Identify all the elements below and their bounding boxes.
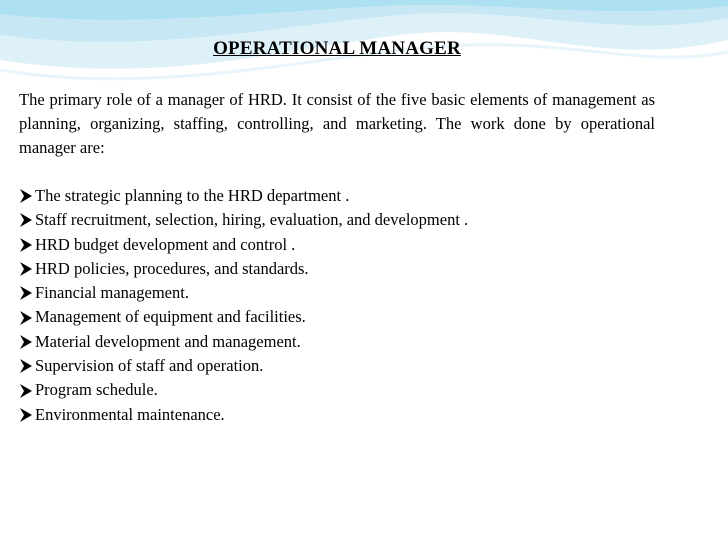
- bullet-item: [19, 330, 659, 354]
- arrowhead-bullet-icon: [19, 334, 33, 350]
- arrowhead-bullet-icon: [19, 261, 33, 277]
- arrowhead-bullet-icon: [19, 285, 33, 301]
- bullet-text: Material development and management.: [35, 331, 301, 351]
- bullet-text: HRD budget development and control .: [35, 234, 296, 254]
- intro-paragraph: The primary role of a manager of HRD. It consist of the five basic elements of management as planning, organizing, staffing, controlling, and marketing. The work done by operational manager are:: [19, 90, 655, 157]
- bullet-item: [19, 208, 659, 232]
- bullet-text: The strategic planning to the HRD department .: [35, 186, 350, 205]
- bullet-item: [19, 305, 659, 329]
- bullet-text: Staff recruitment, selection, hiring, evaluation, and development .: [35, 210, 469, 230]
- bullet-text: Program schedule.: [35, 380, 158, 400]
- bullet-text: Supervision of staff and operation.: [35, 356, 264, 376]
- arrowhead-bullet-icon: [19, 358, 33, 374]
- bullet-item: [19, 354, 659, 378]
- arrowhead-bullet-icon: [19, 212, 33, 228]
- arrowhead-bullet-icon: [19, 237, 33, 253]
- bullet-item: [19, 233, 659, 257]
- bullet-text: Financial management.: [35, 283, 189, 303]
- bullet-item: [19, 184, 659, 208]
- bullet-item: [19, 403, 659, 427]
- arrowhead-bullet-icon: [19, 383, 33, 399]
- arrowhead-bullet-icon: [19, 188, 33, 204]
- bullet-text: Management of equipment and facilities.: [35, 307, 306, 327]
- bullet-item: [19, 257, 659, 281]
- bullet-text: HRD policies, procedures, and standards.: [35, 258, 309, 278]
- arrowhead-bullet-icon: [19, 310, 33, 326]
- slide-title: OPERATIONAL MANAGER: [213, 38, 461, 59]
- bullet-text: Environmental maintenance.: [35, 404, 225, 424]
- bullet-list: [19, 184, 659, 427]
- arrowhead-bullet-icon: [19, 407, 33, 423]
- bullet-item: [19, 378, 659, 402]
- bullet-item: [19, 281, 659, 305]
